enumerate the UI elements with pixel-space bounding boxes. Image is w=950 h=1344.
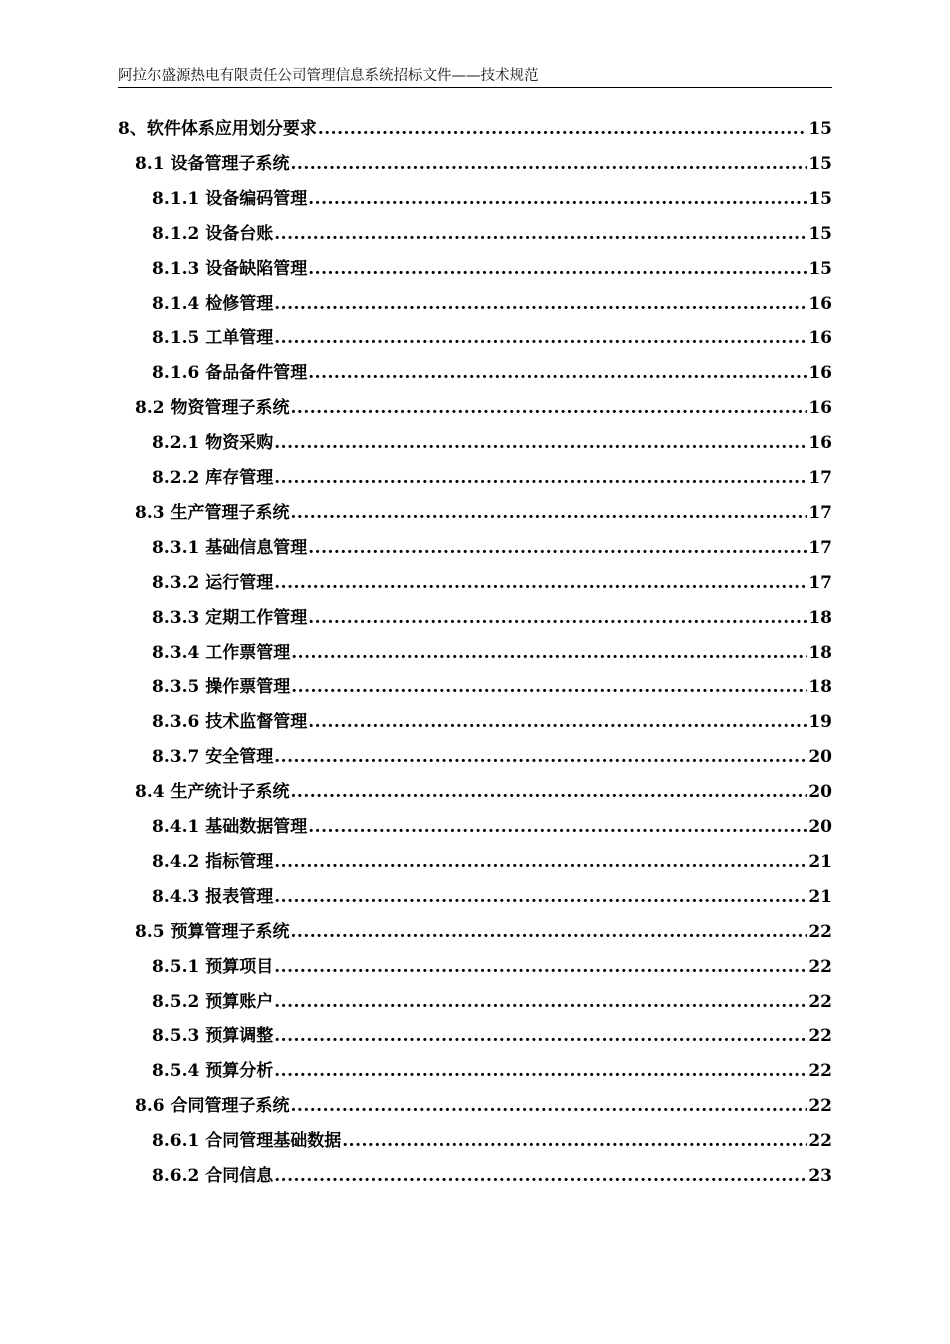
toc-leader-dots [291, 398, 808, 418]
toc-entry-page: 15 [808, 258, 832, 279]
toc-entry-title: 8.6.2 合同信息 [152, 1166, 274, 1186]
toc-entry-page: 20 [808, 817, 832, 837]
toc-entry-page: 15 [808, 153, 832, 174]
toc-entry-title: 8.3.3 定期工作管理 [152, 607, 308, 628]
toc-leader-dots [342, 1131, 807, 1151]
toc-leader-dots [274, 294, 807, 314]
toc-entry-title: 8.1.2 设备台账 [152, 223, 274, 244]
toc-leader-dots [308, 189, 807, 209]
toc-entry[interactable] [152, 428, 832, 462]
toc-entry-title: 8.4.2 指标管理 [152, 851, 274, 872]
toc-entry-page: 22 [808, 991, 832, 1012]
toc-leader-dots [308, 538, 807, 558]
toc-entry-page: 16 [808, 363, 832, 384]
toc-entry[interactable] [135, 917, 832, 951]
toc-entry-page: 16 [808, 328, 832, 349]
toc-entry[interactable] [152, 1021, 832, 1055]
toc-entry[interactable] [152, 568, 832, 602]
toc-entry-page: 20 [808, 747, 832, 768]
toc-entry-title: 8.5 预算管理子系统 [135, 921, 290, 942]
toc-entry[interactable] [152, 1126, 832, 1160]
toc-entry-title: 8.6 合同管理子系统 [135, 1096, 290, 1117]
toc-entry[interactable] [152, 533, 832, 567]
toc-entry-title: 8.5.2 预算账户 [152, 991, 274, 1012]
toc-entry-page: 17 [808, 502, 832, 523]
toc-entry-title: 8.2.2 库存管理 [152, 468, 274, 488]
toc-entry[interactable] [152, 289, 832, 323]
toc-leader-dots [291, 154, 808, 174]
toc-entry-title: 8、软件体系应用划分要求 [118, 119, 317, 139]
toc-leader-dots [274, 992, 807, 1012]
toc-entry-title: 8.1.4 检修管理 [152, 293, 274, 314]
toc-entry[interactable] [135, 498, 832, 532]
toc-entry[interactable] [152, 987, 832, 1021]
toc-entry-page: 17 [808, 537, 832, 558]
toc-entry-title: 8.1.1 设备编码管理 [152, 188, 308, 209]
toc-leader-dots [308, 712, 807, 732]
toc-entry-title: 8.5.3 预算调整 [152, 1026, 274, 1047]
toc-entry-page: 20 [808, 782, 832, 803]
toc-entry[interactable] [152, 1161, 832, 1195]
toc-entry[interactable] [152, 672, 832, 706]
toc-leader-dots [274, 1061, 807, 1081]
toc-leader-dots [274, 957, 807, 977]
toc-entry[interactable] [152, 219, 832, 253]
toc-leader-dots [274, 468, 807, 488]
toc-entry-title: 8.1.5 工单管理 [152, 328, 274, 349]
toc-entry-page: 21 [808, 851, 832, 872]
toc-leader-dots [274, 224, 807, 244]
toc-entry[interactable] [152, 184, 832, 218]
toc-leader-dots [308, 608, 807, 628]
toc-leader-dots [274, 747, 807, 767]
toc-entry-title: 8.5.4 预算分析 [152, 1061, 274, 1082]
toc-entry-title: 8.3.4 工作票管理 [152, 642, 291, 663]
toc-entry-title: 8.5.1 预算项目 [152, 956, 274, 977]
toc-entry-title: 8.3.1 基础信息管理 [152, 537, 308, 558]
toc-leader-dots [308, 259, 807, 279]
toc-leader-dots [291, 503, 808, 523]
toc-entry-page: 16 [808, 293, 832, 314]
toc-entry-title: 8.1.6 备品备件管理 [152, 363, 308, 384]
toc-entry[interactable] [135, 393, 832, 427]
toc-entry-page: 16 [808, 433, 832, 454]
toc-entry-title: 8.2 物资管理子系统 [135, 398, 290, 419]
toc-entry-page: 18 [808, 642, 832, 663]
toc-entry[interactable] [152, 1056, 832, 1090]
toc-entry-page: 22 [808, 1061, 832, 1082]
toc-entry[interactable] [135, 149, 832, 183]
toc-entry[interactable] [152, 463, 832, 497]
toc-leader-dots [274, 433, 807, 453]
toc-leader-dots [318, 119, 808, 139]
toc-entry-title: 8.4 生产统计子系统 [135, 782, 290, 803]
toc-entry-page: 17 [808, 572, 832, 593]
toc-entry-title: 8.3.2 运行管理 [152, 572, 274, 593]
toc-entry[interactable] [118, 114, 832, 148]
toc-entry-title: 8.1 设备管理子系统 [135, 153, 290, 174]
toc-entry[interactable] [152, 358, 832, 392]
toc-entry[interactable] [152, 603, 832, 637]
toc-entry-title: 8.3.5 操作票管理 [152, 677, 291, 698]
toc-entry[interactable] [152, 707, 832, 741]
toc-entry[interactable] [152, 882, 832, 916]
toc-entry[interactable] [135, 777, 832, 811]
toc-entry-page: 23 [808, 1166, 832, 1186]
toc-entry-title: 8.3 生产管理子系统 [135, 502, 290, 523]
toc-leader-dots [291, 1096, 808, 1116]
toc-entry[interactable] [152, 952, 832, 986]
toc-leader-dots [291, 643, 807, 663]
toc-leader-dots [308, 363, 807, 383]
toc-entry-title: 8.3.6 技术监督管理 [152, 712, 308, 733]
toc-leader-dots [291, 677, 807, 697]
toc-entry[interactable] [152, 323, 832, 357]
toc-leader-dots [274, 852, 807, 872]
toc-leader-dots [274, 887, 807, 907]
toc-entry-page: 22 [808, 1096, 832, 1117]
toc-leader-dots [274, 328, 807, 348]
toc-entry-page: 15 [808, 188, 832, 209]
toc-entry-page: 22 [808, 1026, 832, 1047]
toc-entry[interactable] [152, 812, 832, 846]
toc-leader-dots [308, 817, 807, 837]
toc-entry-page: 15 [808, 119, 832, 139]
toc-entry-page: 17 [808, 468, 832, 488]
toc-entry-title: 8.2.1 物资采购 [152, 433, 274, 454]
toc-entry-page: 18 [808, 677, 832, 698]
toc-leader-dots [291, 922, 808, 942]
toc-entry-page: 22 [808, 921, 832, 942]
toc-entry-title: 8.4.1 基础数据管理 [152, 817, 308, 837]
toc-entry[interactable] [152, 847, 832, 881]
toc-entry-title: 8.6.1 合同管理基础数据 [152, 1131, 342, 1152]
toc-entry-page: 19 [808, 712, 832, 733]
toc-entry-page: 15 [808, 223, 832, 244]
toc-entry-page: 21 [808, 886, 832, 907]
toc-leader-dots [291, 782, 808, 802]
toc-entry-page: 22 [808, 1131, 832, 1152]
toc-entry[interactable] [152, 742, 832, 776]
toc-entry[interactable] [152, 638, 832, 672]
toc-entry-title: 8.3.7 安全管理 [152, 747, 274, 768]
toc-leader-dots [274, 573, 807, 593]
toc-entry-title: 8.1.3 设备缺陷管理 [152, 258, 308, 279]
toc-entry-page: 18 [808, 607, 832, 628]
toc-entry-title: 8.4.3 报表管理 [152, 886, 274, 907]
toc-leader-dots [274, 1166, 807, 1186]
toc-entry-page: 16 [808, 398, 832, 419]
toc-entry[interactable] [135, 1091, 832, 1125]
toc-entry-page: 22 [808, 956, 832, 977]
page-header: 阿拉尔盛源热电有限责任公司管理信息系统招标文件——技术规范 [118, 66, 832, 88]
toc-entry[interactable] [152, 254, 832, 288]
toc-leader-dots [274, 1026, 807, 1046]
